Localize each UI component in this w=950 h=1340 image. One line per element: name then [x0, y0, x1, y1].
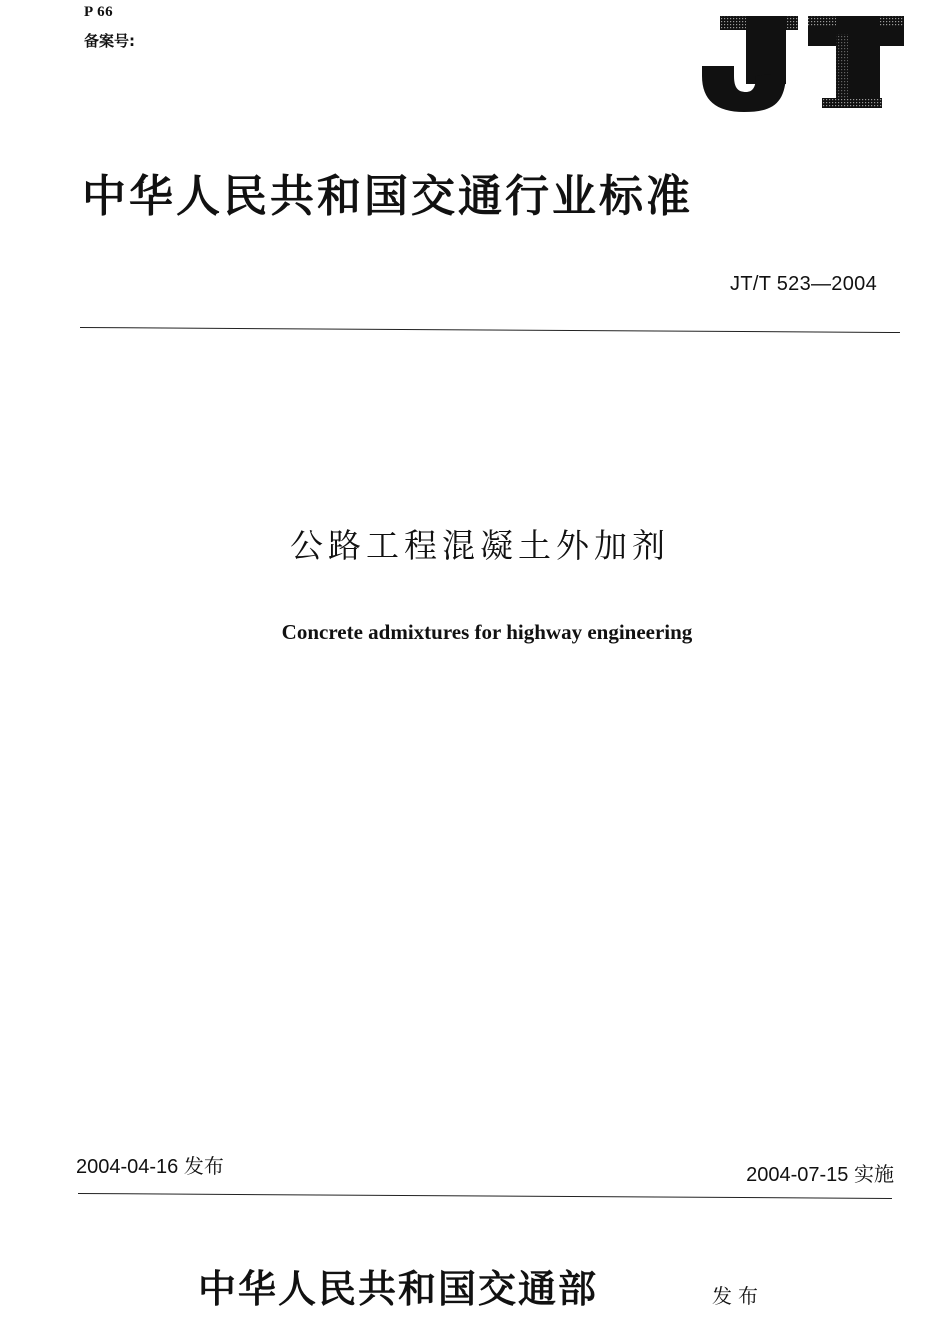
filing-number-label: 备案号:: [84, 32, 135, 50]
standard-number: JT/T 523—2004: [730, 273, 877, 295]
jt-logo: [700, 12, 905, 112]
issue-date: 2004-04-16 发布: [76, 1156, 224, 1178]
document-title-english: Concrete admixtures for highway engineering: [281, 620, 693, 644]
industry-standard-title: 中华人民共和国交通行业标准: [82, 171, 693, 222]
document-title-chinese: 公路工程混凝土外加剂: [290, 526, 670, 565]
logo-letter-j: [702, 16, 798, 112]
publish-label: 发布: [712, 1284, 764, 1308]
publisher-name: 中华人民共和国交通部: [198, 1266, 599, 1311]
ics-code: P 66: [84, 4, 114, 20]
implementation-date: 2004-07-15 实施: [746, 1164, 894, 1186]
bottom-divider: [78, 1193, 892, 1199]
top-divider: [80, 327, 900, 333]
logo-letter-t: [808, 16, 904, 108]
